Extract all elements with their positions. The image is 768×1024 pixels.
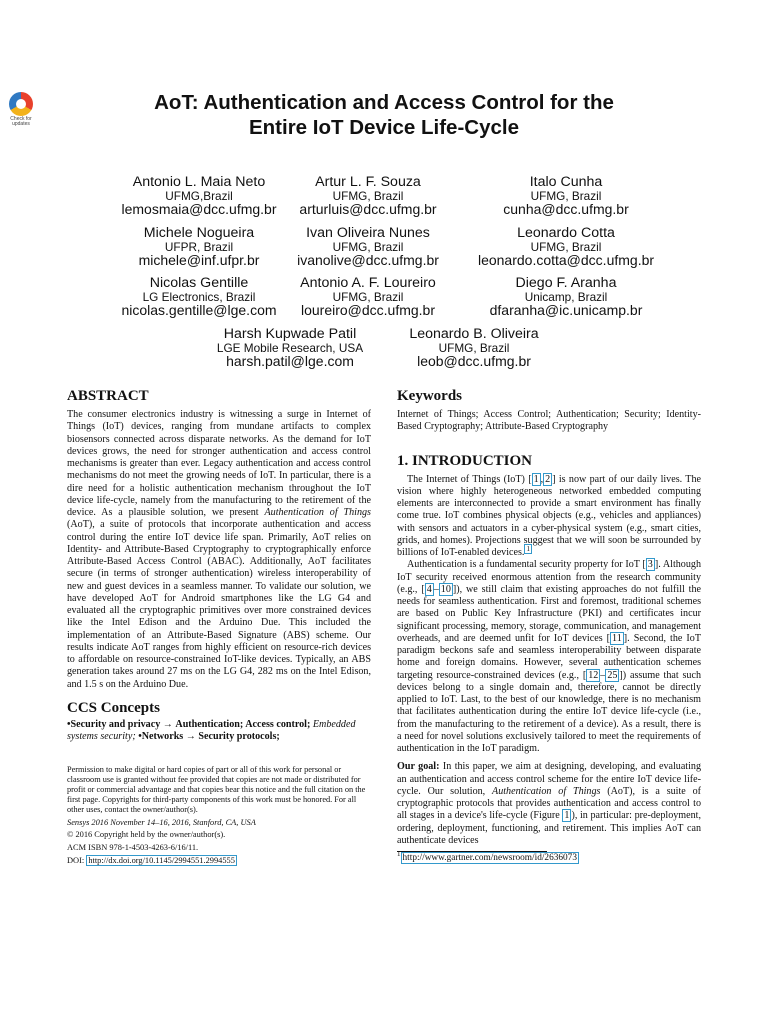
keywords-heading: Keywords xyxy=(397,388,462,404)
doi-link[interactable]: http://dx.doi.org/10.1145/2994551.2994555 xyxy=(88,856,235,866)
copyright-line: © 2016 Copyright held by the owner/author(s). xyxy=(67,830,226,840)
left-column xyxy=(67,387,371,867)
citation-link[interactable]: 3 xyxy=(647,559,653,571)
title-line-1: AoT: Authentication and Access Control for the xyxy=(154,91,614,114)
author-name: Artur L. F. Souza xyxy=(315,174,421,190)
citation-link[interactable]: 4 xyxy=(426,583,432,595)
right-column xyxy=(397,387,701,864)
author-affiliation: Unicamp, Brazil xyxy=(524,290,608,304)
author-name: Nicolas Gentille xyxy=(149,275,249,291)
author-name: Antonio A. F. Loureiro xyxy=(300,275,436,291)
venue-line: Sensys 2016 November 14–16, 2016, Stanford, CA, USA xyxy=(67,818,256,828)
author-block xyxy=(461,225,671,268)
check-for-updates-icon xyxy=(9,92,33,116)
title-line-2: Entire IoT Device Life-Cycle xyxy=(248,116,519,139)
footnote-url-link[interactable]: http://www.gartner.com/newsroom/id/2636073 xyxy=(402,853,577,863)
intro-paragraph: Authentication is a fundamental security property for IoT [ 3 ]. Although IoT security received enormous attention from the research community (e.g., [ 4 – 10 ]), we still claim that existing approaches do not fulfill the needs for seamless authentication. First and foremost, traditional schemes are based on Public Key Infrastructure (PKI) and certificates incur significant processing, memory, storage, communication, and management overheads, and are deemed unfit for IoT devices [ 11 ]. Second, the IoT paradigm beckons safe and seamless interoperability between disparate home and foreign domains. However, several authentication schemes targeting resource-constrained devices (e.g., [ 12 – 25 ]) assume that such devices belong to a single domain and, therefore, cannot be directly applied to IoT. Last, to the best of our knowledge, there is no mechanism that facilitates authentication during the entire IoT device life-cycle (i.e., from the manufacturing to the retirement of a device). As a result, there is a need for novel solutions exclusively tailored to meet the requirements of authentication in the IoT paradigm. xyxy=(397,559,702,754)
figure-link[interactable]: 1 xyxy=(564,810,570,822)
citation-link[interactable]: 11 xyxy=(612,632,622,644)
author-affiliation: UFMG, Brazil xyxy=(530,189,602,203)
author-affiliation: LG Electronics, Brazil xyxy=(142,290,256,304)
permission-notice: Permission to make digital or hard copies of part or all of this work for personal or classroom use is granted without fee provided that copies are not made or distributed for profit or commercial advantage and that copies bear this notice and the full citation on the first page. Copyrights for third-party components of this work must be honored. For all other uses, contact the owner/author(s). xyxy=(67,765,366,815)
author-block xyxy=(263,225,473,268)
citation-link[interactable]: 25 xyxy=(607,669,618,681)
author-email: leob@dcc.ufmg.br xyxy=(417,353,531,369)
author-email: loureiro@dcc.ufmg.br xyxy=(300,302,436,318)
abstract-heading: ABSTRACT xyxy=(67,388,149,404)
author-affiliation: UFMG,Brazil xyxy=(165,189,233,203)
author-block xyxy=(461,275,671,318)
author-affiliation: UFMG, Brazil xyxy=(332,189,404,203)
author-email: lemosmaia@dcc.ufmg.br xyxy=(121,201,277,217)
author-email: nicolas.gentille@lge.com xyxy=(121,302,277,318)
introduction-text xyxy=(397,474,701,848)
author-email: cunha@dcc.ufmg.br xyxy=(503,201,629,217)
citation-link[interactable]: 12 xyxy=(588,669,599,681)
check-for-updates-badge[interactable] xyxy=(6,92,36,128)
citation-link[interactable]: 2 xyxy=(545,473,551,485)
author-name: Ivan Oliveira Nunes xyxy=(306,225,430,241)
author-name: Leonardo B. Oliveira xyxy=(409,326,539,342)
author-name: Leonardo Cotta xyxy=(517,225,615,241)
footnote-mark-link[interactable]: 1 xyxy=(526,544,530,553)
author-affiliation: UFMG, Brazil xyxy=(438,341,510,355)
author-block xyxy=(461,174,671,217)
author-block xyxy=(369,326,579,369)
author-email: arturluis@dcc.ufmg.br xyxy=(299,201,437,217)
author-name: Italo Cunha xyxy=(529,174,603,190)
paper-title xyxy=(80,90,688,140)
author-block xyxy=(263,174,473,217)
intro-paragraph: Our goal: In this paper, we aim at designing, developing, and evaluating an authentication and access control scheme for the entire IoT device life-cycle. Our solution, Authentication of Things (AoT), is a suite of cryptographic protocols that provides authentication and access control to all stages in a device's life-cycle (Figure 1 ), in particular: pre-deployment, ordering, deployment, functioning, and retirement. This implies AoT can authenticate devices xyxy=(397,761,702,846)
author-name: Michele Nogueira xyxy=(143,225,255,241)
ccs-concepts-text: •Security and privacy → Authentication; Access control; Embedded systems security; •Networks → Security protocols; xyxy=(67,718,356,742)
author-affiliation: UFMG, Brazil xyxy=(530,240,602,254)
ccs-heading: CCS Concepts xyxy=(67,699,160,716)
author-email: ivanolive@dcc.ufmg.br xyxy=(297,252,439,268)
author-email: leonardo.cotta@dcc.ufmg.br xyxy=(477,252,655,268)
badge-text-line1: Check for xyxy=(10,116,32,122)
author-email: dfaranha@ic.unicamp.br xyxy=(489,302,643,318)
footnote: $^1$ http://www.gartner.com/newsroom/id/2636073 xyxy=(397,849,577,863)
author-affiliation: UFMG, Brazil xyxy=(332,290,404,304)
introduction-heading: 1. INTRODUCTION xyxy=(397,452,533,469)
citation-link[interactable]: 10 xyxy=(440,583,451,595)
keywords-text: Internet of Things; Access Control; Authentication; Security; Identity-Based Cryptography; Attribute-Based Cryptography xyxy=(397,409,701,433)
citation-link[interactable]: 1 xyxy=(533,473,539,485)
author-name: Antonio L. Maia Neto xyxy=(132,174,266,190)
author-affiliation: LGE Mobile Research, USA xyxy=(216,341,364,355)
intro-paragraph: The Internet of Things (IoT) [ 1 , 2 ] is now part of our daily lives. The vision where highly heterogeneous networked embedded computing elements are interconnected to provide a smart environment has finally come true. IoT combines physical objects (e.g., vehicles and appliances) with sensors and actuators in a cyber-physical system (e.g., smart cities, grids, and homes). Projections suggest that we will soon be surrounded by billions of IoT-enabled devices. $^1$ xyxy=(397,473,701,558)
author-name: Diego F. Aranha xyxy=(515,275,617,291)
author-name: Harsh Kupwade Patil xyxy=(223,326,357,342)
doi-line: DOI: http://dx.doi.org/10.1145/2994551.2994555 xyxy=(67,856,235,866)
author-email: michele@inf.ufpr.br xyxy=(138,252,260,268)
isbn-line: ACM ISBN 978-1-4503-4263-6/16/11. xyxy=(67,843,199,853)
author-affiliation: UFPR, Brazil xyxy=(164,240,234,254)
abstract-text: The consumer electronics industry is witnessing a surge in Internet of Things (IoT) devices, ranging from mundane artifacts to complex biosensors connected across disparate networks. As the demand for IoT devices grows, the need for stronger authentication and access control mechanisms is greater than ever. Legacy authentication and access control mechanisms do not meet the growing needs of IoT. In particular, there is a dire need for a holistic authentication mechanism throughout the IoT device life-cycle, namely from the manufacturing to the retirement of the device. As a plausible solution, we present Authentication of Things (AoT), a suite of protocols that incorporate authentication and access control during the entire IoT device life span. Primarily, AoT relies on Identity- and Attribute-Based Cryptography to cryptographically enforce Attribute-Based Access Control (ABAC). Additionally, AoT facilitates secure (in terms of stronger authentication) wireless interoperability of new and guest devices in a seamless manner. To validate our solution, we have developed AoT for Android smartphones like the LG G4 and evaluated all the cryptographic primitives over more constrained devices like the Intel Edison and the Arduino Due. This included the implementation of an Attribute-Based Signature (ABS) scheme. Our results indicate AoT ranges from highly efficient on resource-rich devices to affordable on resource-constrained IoT-like devices. Typically, an ABS generation takes around 27 ms on the LG G4, 282 ms on the Intel Edison, and 1.5 s on the Arduino Due. xyxy=(67,409,371,690)
author-block xyxy=(185,326,395,369)
author-email: harsh.patil@lge.com xyxy=(226,353,354,369)
author-block xyxy=(263,275,473,318)
author-affiliation: UFMG, Brazil xyxy=(332,240,404,254)
badge-text-line2: updates xyxy=(12,121,30,127)
